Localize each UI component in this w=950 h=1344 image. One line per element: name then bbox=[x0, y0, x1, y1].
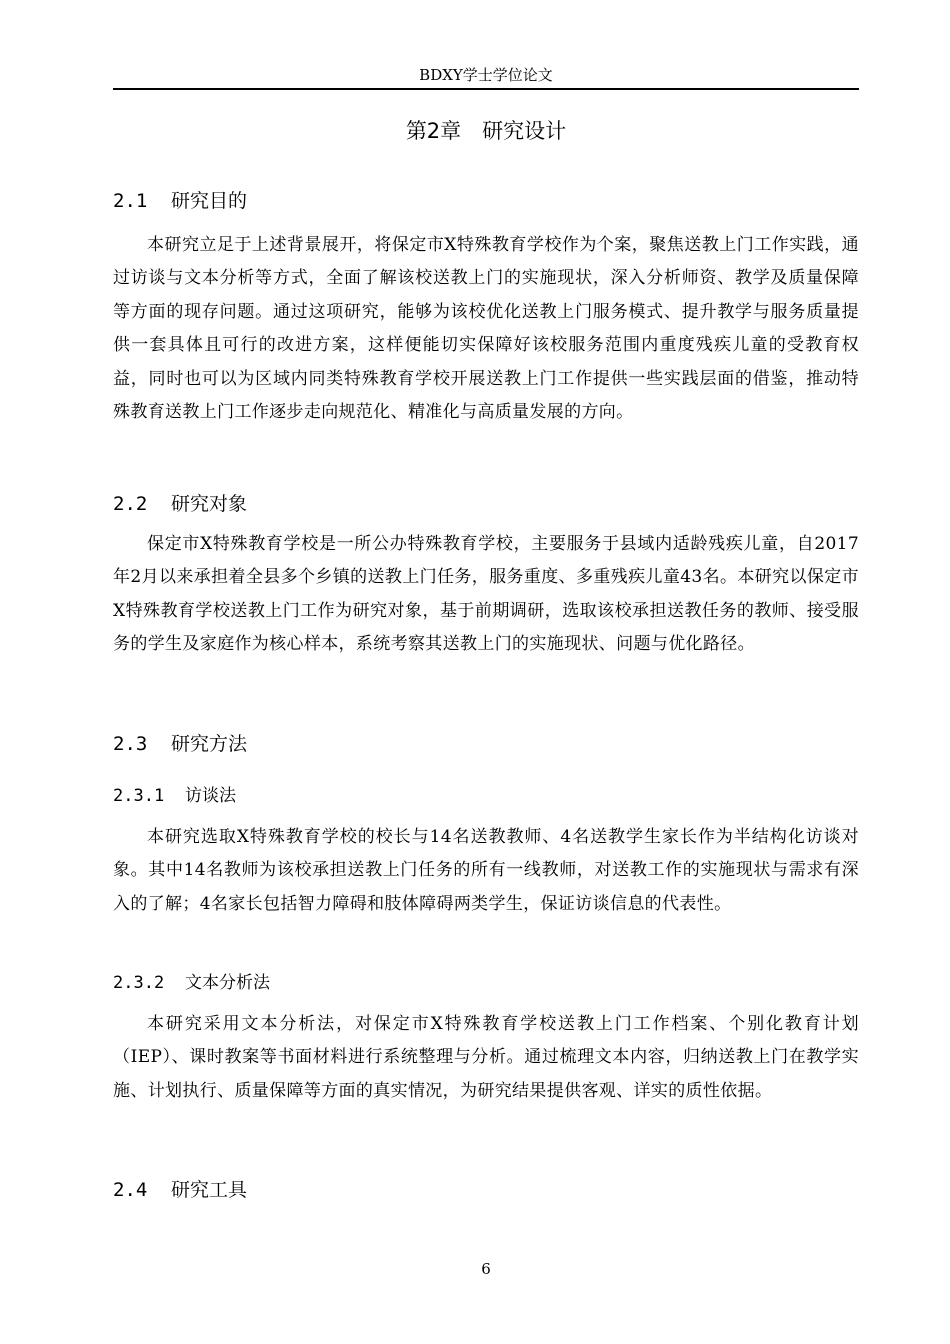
section-number: 2.2 bbox=[113, 493, 148, 515]
paragraph-interview-method: 本研究选取X特殊教育学校的校长与14名送教教师、4名送教学生家长作为半结构化访谈对象。其中14名教师为该校承担送教上门任务的所有一线教师，对送教工作的实施现状与需求有深入的了解；4名家长包括智力障碍和肢体障碍两类学生，保证访谈信息的代表性。 bbox=[113, 827, 859, 914]
section-title: 研究目的 bbox=[171, 190, 248, 212]
section-title: 研究对象 bbox=[171, 493, 248, 515]
section-title: 研究方法 bbox=[171, 733, 248, 755]
section-number: 2.3.1 bbox=[113, 786, 165, 806]
chapter-title: 第2章 研究设计 bbox=[405, 119, 567, 143]
page-number: 6 bbox=[481, 1260, 491, 1278]
section-title: 研究工具 bbox=[171, 1179, 248, 1201]
section-number: 2.3 bbox=[113, 733, 148, 755]
section-number: 2.4 bbox=[113, 1179, 148, 1201]
section-title: 访谈法 bbox=[185, 786, 236, 806]
section-heading-2-3 bbox=[113, 731, 859, 757]
paragraph-text-analysis-method: 本研究采用文本分析法，对保定市X特殊教育学校送教上门工作档案、个别化教育计划（IEP）、课时教案等书面材料进行系统整理与分析。通过梳理文本内容，归纳送教上门在教学实施、计划执行、质量保障等方面的真实情况，为研究结果提供客观、详实的质性依据。 bbox=[113, 1014, 859, 1101]
paragraph-research-purpose: 本研究立足于上述背景展开，将保定市X特殊教育学校作为个案，聚焦送教上门工作实践，通过访谈与文本分析等方式，全面了解该校送教上门的实施现状，深入分析师资、教学及质量保障等方面的现存问题。通过这项研究，能够为该校优化送教上门服务模式、提升教学与服务质量提供一套具体且可行的改进方案，这样便能切实保障好该校服务范围内重度残疾儿童的受教育权益，同时也可以为区域内同类特殊教育学校开展送教上门工作提供一些实践层面的借鉴，推动特殊教育送教上门工作逐步走向规范化、精准化与高质量发展的方向。 bbox=[113, 235, 859, 423]
section-number: 2.3.2 bbox=[113, 973, 165, 993]
section-heading-2-4 bbox=[113, 1177, 859, 1203]
subsection-heading-2-3-2 bbox=[113, 971, 859, 995]
paragraph-research-object: 保定市X特殊教育学校是一所公办特殊教育学校，主要服务于县域内适龄残疾儿童，自2017年2月以来承担着全县多个乡镇的送教上门任务，服务重度、多重残疾儿童43名。本研究以保定市X特殊教育学校送教上门工作为研究对象，基于前期调研，选取该校承担送教任务的教师、接受服务的学生及家庭作为核心样本，系统考察其送教上门的实施现状、问题与优化路径。 bbox=[113, 534, 859, 655]
section-title: 文本分析法 bbox=[185, 973, 270, 993]
section-heading-2-1 bbox=[113, 188, 859, 214]
subsection-heading-2-3-1 bbox=[113, 784, 859, 808]
header-divider bbox=[113, 88, 859, 90]
running-header: BDXY学士学位论文 bbox=[419, 66, 553, 84]
section-number: 2.1 bbox=[113, 190, 148, 212]
section-heading-2-2 bbox=[113, 491, 859, 517]
